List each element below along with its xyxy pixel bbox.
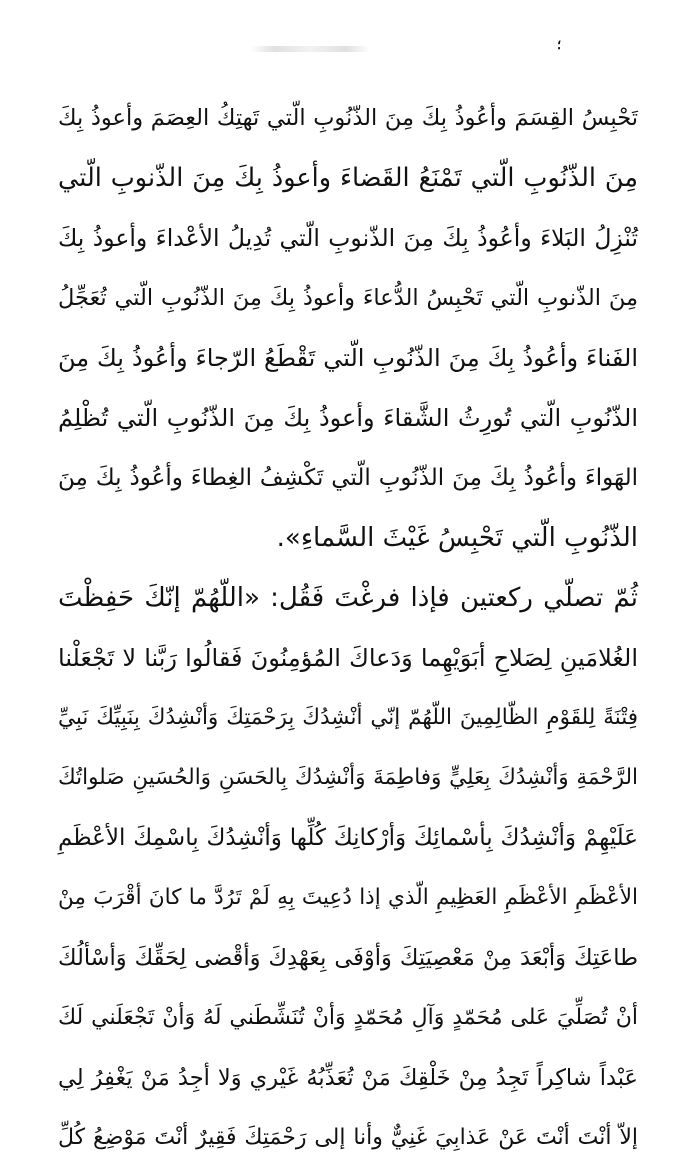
text-line: تُنْزِلُ البَلاءَ وأعُوذُ بِكَ مِنَ الذّنوبِ الّتي تُدِيلُ الأعْداءَ وأعوذُ بِكَ (58, 224, 638, 252)
text-line: فِتْنَةً لِلقَوْمِ الظّالِمِينَ اللّهُمّ إنّي أنْشِدُكَ بِرَحْمَتِكَ وَأنْشِدُكَ بِنَبِيِّكَ نَبِيِّ (58, 705, 638, 730)
text-line: الغُلامَينِ لِصَلاحِ أبَوَيْهِما وَدَعاكَ المُؤمِنُونَ فَقالُوا رَبَّنا لا تَجْعَلْنا (58, 644, 638, 672)
text-line: مِنَ الذّنُوبِ الّتي تَمْنَعُ القَضاءَ وأعوذُ بِكَ مِنَ الذّنوبِ الّتي (58, 163, 638, 193)
text-line: الأعْظَمِ الأعْظَمِ العَظِيمِ الّذي إذا دُعِيتَ بِهِ لَمْ تَرُدَّ ما كانَ أقْرَبَ مِنْ (58, 885, 638, 910)
page-header (0, 38, 692, 58)
text-line: إلاّ أنْتَ أنْتَ عَنْ عَذابِيَ غَنِيٌّ وأنا إلى رَحْمَتِكَ فَقِيرٌ أنْتَ مَوْضِعُ كُلِّ (58, 1125, 638, 1150)
text-line: الذّنُوبِ الّتي تُورِثُ الشَّقاءَ وأعوذُ بِكَ مِنَ الذّنُوبِ الّتي تُظْلِمُ (58, 404, 638, 432)
header-mark: ؛ (557, 38, 562, 53)
text-line: الهَواءَ وأعُوذُ بِكَ مِنَ الذّنُوبِ الّتي تَكْشِفُ الغِطاءَ وأعُوذُ بِكَ مِنَ (58, 465, 638, 491)
prayer-text (58, 88, 638, 1168)
text-line: الفَناءَ وأعُوذُ بِكَ مِنَ الذّنُوبِ الّتي تَقْطَعُ الرّجاءَ وأعُوذُ بِكَ مِنَ (58, 344, 638, 372)
text-line: الرَّحْمَةِ وَأنْشِدُكَ بِعَلِيٍّ وَفاطِمَةَ وَأنْشِدُكَ بِالحَسَنِ وَالحُسَينِ صَلواتُكَ (58, 765, 638, 790)
text-line: الذّنُوبِ الّتي تَحْبِسُ غَيْثَ السَّماءِ». (276, 523, 638, 553)
header-smudge (250, 46, 370, 52)
text-line: طاعَتِكَ وَأبْعَدَ مِنْ مَعْصِيَتِكَ وَأوْفَى بِعَهْدِكَ وَأقْضى لِحَقِّكَ وَأسْألُكَ (58, 945, 638, 971)
text-line: عَبْداً شاكِراً تَجِدُ مِنْ خَلْقِكَ مَنْ تُعَذِّبُهُ غَيْري وَلا أجِدُ مَنْ يَغْفِرُ لِي (58, 1065, 638, 1091)
text-line: مِنَ الذّنوبِ الّتي تَحْبِسُ الدُّعاءَ وأعوذُ بِكَ مِنَ الذّنُوبِ الّتي تُعَجِّلُ (58, 285, 638, 311)
text-line: تَحْبِسُ القِسَمَ وأعُوذُ بِكَ مِنَ الذّنُوبِ الّتي تَهتِكُ العِصَمَ وأعوذُ بِكَ (58, 105, 638, 131)
text-line: أنْ تُصَلِّيَ عَلى مُحَمّدٍ وَآلِ مُحَمّدٍ وَأنْ تُنَشِّطَني لَهُ وَأنْ تَجْعَلَني لَكَ (58, 1005, 638, 1030)
text-line: ثُمّ تصلّي ركعتين فإذا فرغْتَ فَقُل: «اللّهُمّ إنّكَ حَفِظْتَ (58, 583, 638, 613)
text-line: عَلَيْهِمْ وَأنْشِدُكَ بِأسْمائِكَ وَأرْكانِكَ كُلِّها وَأنْشِدُكَ بِاسْمِكَ الأعْظَمِ (58, 825, 638, 851)
